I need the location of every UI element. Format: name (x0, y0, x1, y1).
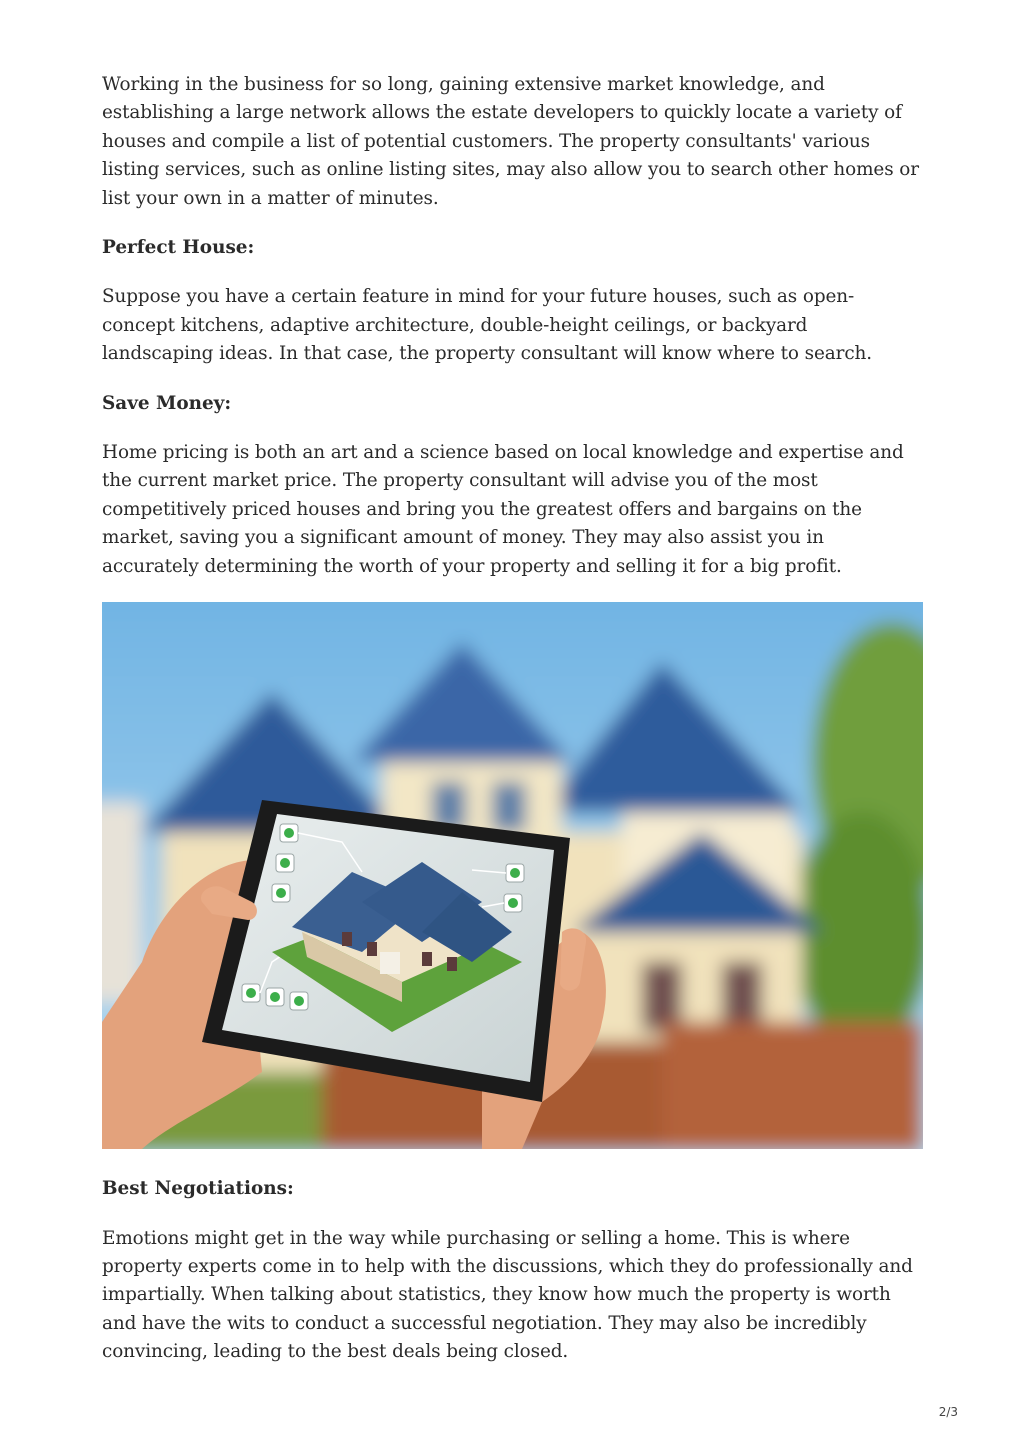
page-number: 2/3 (938, 1405, 958, 1419)
save-money-paragraph: Home pricing is both an art and a science based on local knowledge and expertise and the current market price. The property consultant will advise you of the most competitively priced houses and bring you the greatest offers and bargains on the market, saving you a significant amount of money. They may also assist you in accurately determining the worth of your property and selling it for a big profit. (102, 442, 904, 577)
intro-paragraph: Working in the business for so long, gaining extensive market knowledge, and establishing a large network allows the estate developers to quickly locate a variety of houses and compile a list of potential customers. The property consultants' various listing services, such as online listing sites, may also allow you to search other homes or list your own in a matter of minutes. (102, 74, 919, 209)
best-negotiations-paragraph: Emotions might get in the way while purchasing or selling a home. This is where property experts come in to help with the discussions, which they do professionally and impartially. When talking about statistics, they know how much the property is worth and have the wits to conduct a successful negotiation. They may also be incredibly convincing, leading to the best deals being closed. (102, 1227, 913, 1363)
save-money-heading: Save Money: (102, 392, 232, 414)
tablet-house-photo (102, 602, 923, 1149)
best-negotiations-heading: Best Negotiations: (102, 1178, 294, 1200)
perfect-house-heading: Perfect House: (102, 237, 255, 259)
document-page (102, 71, 924, 1388)
perfect-house-paragraph: Suppose you have a certain feature in mind for your future houses, such as open-concept kitchens, adaptive architecture, double-height ceilings, or backyard landscaping ideas. In that case, the property consultant will know where to search. (102, 286, 873, 365)
